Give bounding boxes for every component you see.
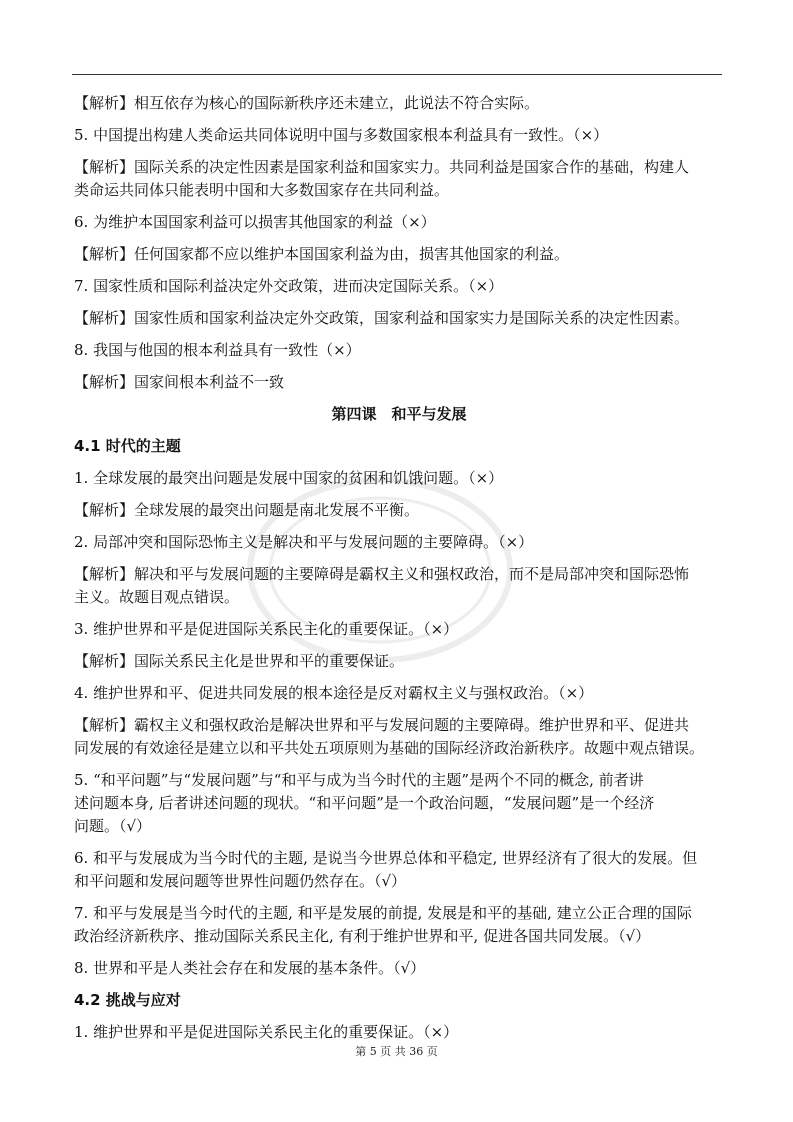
text-line: 7. 国家性质和国际利益决定外交政策，进而决定国际关系。（×） bbox=[74, 277, 504, 295]
text-line: 【解析】国际关系民主化是世界和平的重要保证。 bbox=[74, 652, 405, 670]
question-item bbox=[74, 211, 724, 234]
text-line: 7. 和平与发展是当今时代的主题, 和平是发展的前提, 发展是和平的基础, 建立公正合理的国际 bbox=[74, 904, 692, 922]
text-line: 【解析】国家性质和国家利益决定外交政策，国家利益和国家实力是国际关系的决定性因素。 bbox=[74, 309, 690, 327]
question-item bbox=[74, 531, 724, 554]
document-body bbox=[74, 92, 724, 1044]
text-line: 和平问题和发展问题等世界性问题仍然存在。（√） bbox=[74, 872, 407, 890]
analysis-paragraph bbox=[74, 307, 724, 330]
text-line: 述问题本身, 后者讲述问题的现状。“和平问题”是一个政治问题，“发展问题”是一个经济 bbox=[74, 794, 655, 812]
text-line: 8. 世界和平是人类社会存在和发展的基本条件。（√） bbox=[74, 959, 426, 977]
question-item bbox=[74, 618, 724, 641]
question-item bbox=[74, 957, 724, 980]
text-line: 【解析】全球发展的最突出问题是南北发展不平衡。 bbox=[74, 501, 420, 519]
text-line: 【解析】国家间根本利益不一致 bbox=[74, 373, 285, 391]
text-line: 5. 中国提出构建人类命运共同体说明中国与多数国家根本利益具有一致性。（×） bbox=[74, 126, 609, 144]
analysis-paragraph bbox=[74, 563, 724, 609]
text-line: 5. “和平问题”与“发展问题”与“和平与成为当今时代的主题”是两个不同的概念, 前者讲 bbox=[74, 771, 644, 789]
section-title: 4.1 时代的主题 bbox=[74, 437, 181, 455]
text-line: 2. 局部冲突和国际恐怖主义是解决和平与发展问题的主要障碍。（×） bbox=[74, 533, 534, 551]
question-item bbox=[74, 275, 724, 298]
text-line: 【解析】相互依存为核心的国际新秩序还未建立，此说法不符合实际。 bbox=[74, 94, 540, 112]
question-item bbox=[74, 1021, 724, 1044]
text-line: 6. 和平与发展成为当今时代的主题, 是说当今世界总体和平稳定, 世界经济有了很大的发展。但 bbox=[74, 849, 698, 867]
text-line: 3. 维护世界和平是促进国际关系民主化的重要保证。（×） bbox=[74, 620, 459, 638]
header-rule bbox=[72, 74, 722, 75]
text-line: 6. 为维护本国国家利益可以损害其他国家的利益（×） bbox=[74, 213, 436, 231]
analysis-paragraph bbox=[74, 714, 724, 760]
text-line: 1. 全球发展的最突出问题是发展中国家的贫困和饥饿问题。（×） bbox=[74, 469, 504, 487]
analysis-paragraph bbox=[74, 92, 724, 115]
question-item bbox=[74, 847, 724, 893]
text-line: 同发展的有效途径是建立以和平共处五项原则为基础的国际经济政治新秩序。故题中观点错误。 bbox=[74, 739, 705, 757]
analysis-paragraph bbox=[74, 499, 724, 522]
question-item bbox=[74, 339, 724, 362]
text-line: 类命运共同体只能表明中国和大多数国家存在共同利益。 bbox=[74, 181, 450, 199]
chapter-title: 第四课 和平与发展 bbox=[331, 405, 467, 423]
question-item bbox=[74, 124, 724, 147]
text-line: 政治经济新秩序、推动国际关系民主化, 有利于维护世界和平, 促进各国共同发展。（√） bbox=[74, 927, 651, 945]
text-line: 【解析】解决和平与发展问题的主要障碍是霸权主义和强权政治，而不是局部冲突和国际恐怖 bbox=[74, 565, 690, 583]
analysis-paragraph bbox=[74, 156, 724, 202]
question-item bbox=[74, 467, 724, 490]
text-line: 4. 维护世界和平、促进共同发展的根本途径是反对霸权主义与强权政治。（×） bbox=[74, 684, 594, 702]
section-title: 4.2 挑战与应对 bbox=[74, 991, 181, 1009]
text-line: 【解析】霸权主义和强权政治是解决世界和平与发展问题的主要障碍。维护世界和平、促进共 bbox=[74, 716, 690, 734]
question-item bbox=[74, 902, 724, 948]
question-item bbox=[74, 682, 724, 705]
text-line: 问题。（√） bbox=[74, 817, 152, 835]
text-line: 【解析】任何国家都不应以维护本国国家利益为由，损害其他国家的利益。 bbox=[74, 245, 570, 263]
text-line: 主义。故题目观点错误。 bbox=[74, 588, 240, 606]
question-item bbox=[74, 769, 724, 838]
analysis-paragraph bbox=[74, 243, 724, 266]
text-line: 8. 我国与他国的根本利益具有一致性（×） bbox=[74, 341, 361, 359]
analysis-paragraph bbox=[74, 371, 724, 394]
text-line: 1. 维护世界和平是促进国际关系民主化的重要保证。（×） bbox=[74, 1023, 459, 1041]
page-number: 第 5 页 共 36 页 bbox=[355, 1045, 438, 1058]
analysis-paragraph bbox=[74, 650, 724, 673]
text-line: 【解析】国际关系的决定性因素是国家利益和国家实力。共同利益是国家合作的基础，构建人 bbox=[74, 158, 690, 176]
